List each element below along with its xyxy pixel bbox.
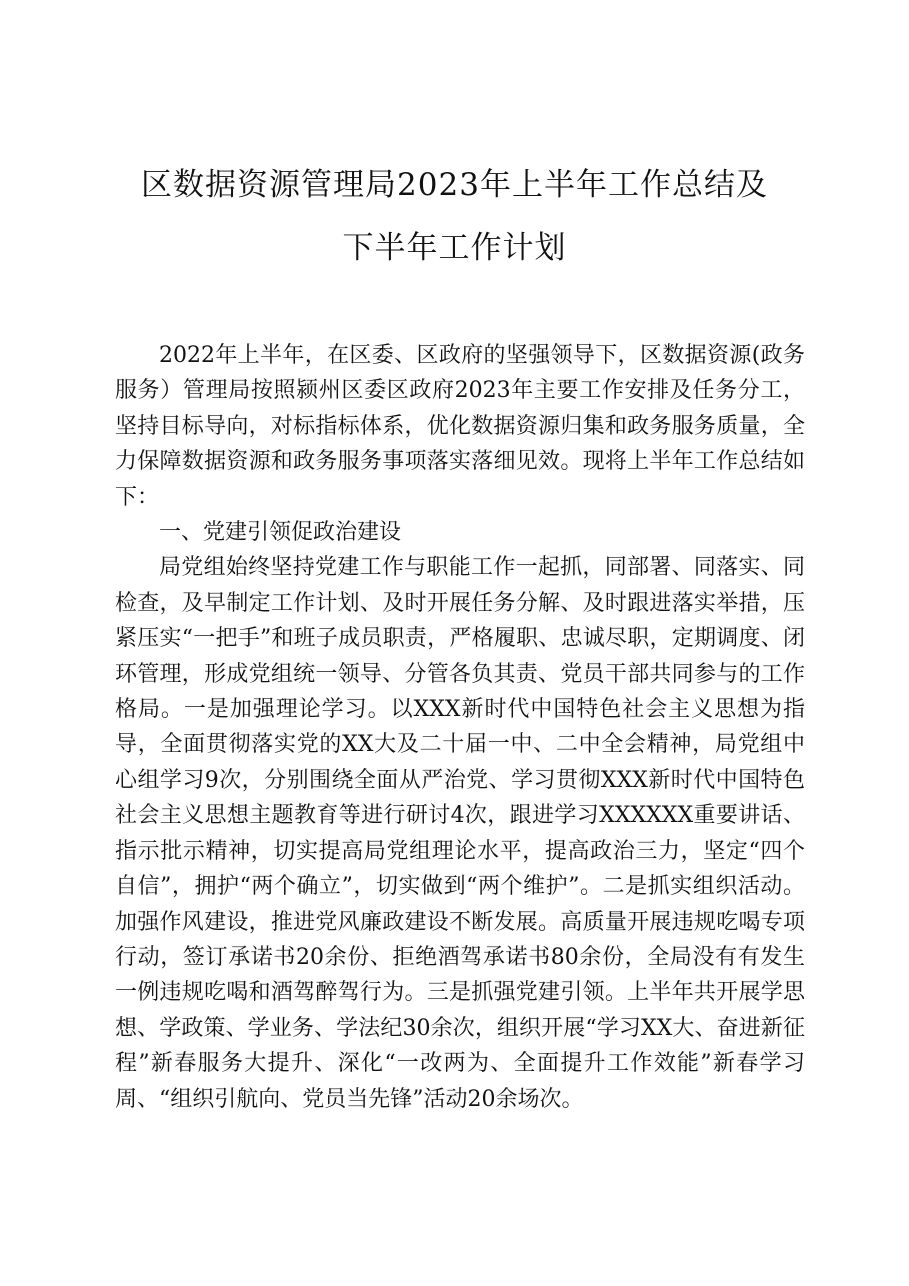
document-body [115,338,805,1117]
document-title-line-2: 下半年工作计划 [342,230,567,266]
section-1-heading: 一、党建引领促政治建设 [159,520,402,546]
section-1-paragraph: 局党组始终坚持党建工作与职能工作一起抓，同部署、同落实、同检查，及早制定工作计划、及时开展任务分解、及时跟进落实举措，压紧压实“一把手”和班子成员职责，严格履职、忠诚尽职，定期调度、闭环管理，形成党组统一领导、分管各负其责、党员干部共同参与的工作格局。一是加强理论学习。以XXX新时代中国特色社会主义思想为指导，全面贯彻落实党的XX大及二十届一中、二中全会精神，局党组中心组学习9次，分别围绕全面从严治党、学习贯彻XXX新时代中国特色社会主义思想主题教育等进行研讨4次，跟进学习XXXXXX重要讲话、指示批示精神，切实提高局党组理论水平，提高政治三力，坚定“四个自信”，拥护“两个确立”，切实做到“两个维护”。二是抓实组织活动。加强作风建设，推进党风廉政建设不断发展。高质量开展违规吃喝专项行动，签订承诺书20余份、拒绝酒驾承诺书80余份，全局没有有发生一例违规吃喝和酒驾醉驾行为。三是抓强党建引领。上半年共开展学思想、学政策、学业务、学法纪30余次，组织开展“学习XX大、奋进新征程”新春服务大提升、深化“一改两为、全面提升工作效能”新春学习周、“组织引航向、党员当先锋”活动20余场次。 [115,555,805,1112]
intro-paragraph: 2022年上半年，在区委、区政府的坚强领导下，区数据资源(政务服务）管理局按照颍州区委区政府2023年主要工作安排及任务分工，坚持目标导向，对标指标体系，优化数据资源归集和政务服务质量，全力保障数据资源和政务服务事项落实落细见效。现将上半年工作总结如下： [115,343,805,510]
document-title-line-1: 区数据资源管理局2023年上半年工作总结及 [141,167,768,203]
